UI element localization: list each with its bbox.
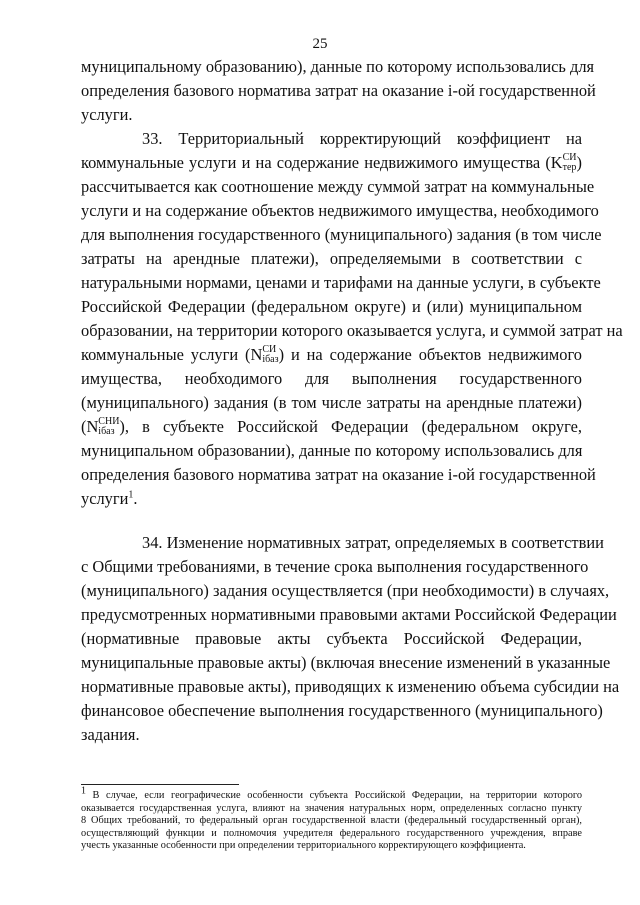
text-line: финансовое обеспечение выполнения государственного (муниципального) bbox=[81, 701, 603, 720]
text-line: (муниципального) задания (в том числе затраты на арендные платежи) bbox=[81, 393, 582, 412]
subscript: тер bbox=[562, 162, 577, 174]
page-number: 25 bbox=[312, 36, 328, 52]
line-text: услуги bbox=[81, 489, 129, 508]
superscript: СИ bbox=[562, 152, 577, 164]
footnote-line bbox=[81, 785, 582, 803]
text-line: (нормативные правовые акты субъекта Российской Федерации, bbox=[81, 629, 582, 648]
text-line: предусмотренных нормативными правовыми актами Российской Федерации bbox=[81, 605, 617, 624]
math-subscript-superscript bbox=[98, 417, 119, 436]
text-line: для выполнения государственного (муниципального) задания (в том числе bbox=[81, 225, 602, 244]
text-line: затраты на арендные платежи), определяемыми в соответствии с bbox=[81, 249, 582, 268]
text-line: услуги и на содержание объектов недвижимого имущества, необходимого bbox=[81, 201, 599, 220]
line-text: ) bbox=[576, 153, 582, 172]
line-text: ), в субъекте Российской Федерации (федеральном округе, bbox=[119, 417, 582, 436]
subscript: iбаз bbox=[98, 426, 115, 438]
line-text: (N bbox=[81, 417, 99, 436]
text-line: определения базового норматива затрат на оказание i-ой государственной bbox=[81, 81, 596, 100]
line-text: коммунальные услуги и на содержание недвижимого имущества (K bbox=[81, 153, 563, 172]
footnote-separator bbox=[81, 784, 239, 785]
body-text bbox=[81, 55, 623, 747]
text-line bbox=[81, 415, 582, 439]
text-line: 33. Территориальный корректирующий коэффициент на bbox=[142, 129, 582, 148]
text-line: муниципальные правовые акты) (включая внесение изменений в указанные bbox=[81, 653, 611, 672]
math-subscript-superscript bbox=[563, 153, 577, 172]
superscript: СИ bbox=[262, 344, 277, 356]
subscript: iбаз bbox=[262, 354, 279, 366]
text-line: имущества, необходимого для выполнения государственного bbox=[81, 369, 582, 388]
text-line: образовании, на территории которого оказывается услуга, и суммой затрат на bbox=[81, 321, 623, 340]
text-line: 34. Изменение нормативных затрат, определяемых в соответствии bbox=[142, 533, 604, 552]
text-line: рассчитывается как соотношение между суммой затрат на коммунальные bbox=[81, 177, 595, 196]
paragraph-gap bbox=[81, 511, 582, 531]
text-line: с Общими требованиями, в течение срока выполнения государственного bbox=[81, 557, 589, 576]
text-line: определения базового норматива затрат на оказание i-ой государственной bbox=[81, 465, 596, 484]
line-text: ) и на содержание объектов недвижимого bbox=[278, 345, 582, 364]
text-line bbox=[81, 487, 582, 511]
math-subscript-superscript bbox=[262, 345, 278, 364]
text-line: (муниципального) задания осуществляется (при необходимости) в случаях, bbox=[81, 581, 610, 600]
text-line: нормативные правовые акты), приводящих к изменению объема субсидии на bbox=[81, 677, 620, 696]
superscript: СНИ bbox=[98, 416, 120, 428]
footnote-line: 8 Общих требований, то федеральный орган государственной власти (федеральный государственный орган), bbox=[81, 815, 582, 826]
line-text: коммунальные услуги (N bbox=[81, 345, 263, 364]
footnote-line: осуществляющий функции и полномочия учредителя федерального государственного учреждения, вправе bbox=[81, 827, 582, 839]
footnote-marker: 1 bbox=[81, 785, 93, 797]
footnote-line: оказывается государственная услуга, влияют на значения натуральных норм, определенных согласно пункту bbox=[81, 802, 582, 814]
text-line: услуги. bbox=[81, 105, 133, 124]
text-line: натуральными нормами, ценами и тарифами на данные услуги, в субъекте bbox=[81, 273, 601, 292]
footnote-text: В случае, если географические особенности субъекта Российской Федерации, на территории которого bbox=[92, 790, 582, 801]
line-text: . bbox=[133, 489, 138, 508]
footnotes bbox=[81, 785, 582, 853]
text-line: муниципальном образовании), данные по которому использовались для bbox=[81, 441, 583, 460]
footnote-line: учесть указанные особенности при определении территориального корректирующего коэффициента. bbox=[81, 840, 526, 851]
text-line: муниципальному образованию), данные по которому использовались для bbox=[81, 57, 595, 76]
text-line: задания. bbox=[81, 725, 140, 744]
text-line bbox=[81, 151, 582, 175]
footnote-ref[interactable]: 1 bbox=[128, 489, 134, 501]
text-line bbox=[81, 343, 582, 367]
text-line: Российской Федерации (федеральном округе) и (или) муниципальном bbox=[81, 297, 582, 316]
